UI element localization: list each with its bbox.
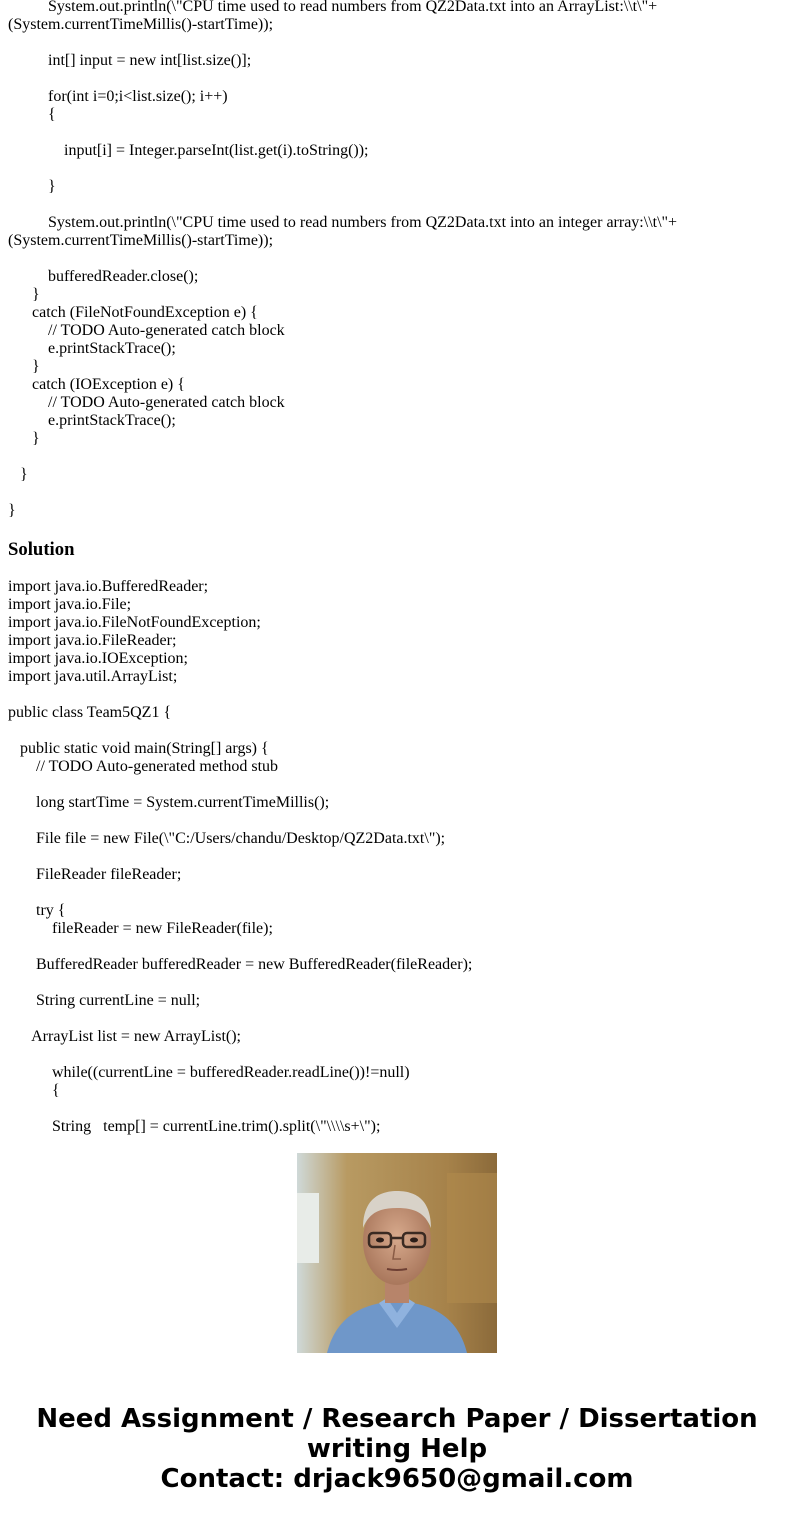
code-line: bufferedReader.close(); xyxy=(8,268,199,285)
code-line: try { xyxy=(8,902,66,919)
code-line: FileReader fileReader; xyxy=(8,866,182,883)
code-line: } xyxy=(8,286,40,303)
code-line: while((currentLine = bufferedReader.readLine())!=null) xyxy=(8,1064,410,1081)
code-line: e.printStackTrace(); xyxy=(8,340,176,357)
code-line: import java.io.File; xyxy=(8,596,132,613)
promo-line-1: Need Assignment / Research Paper / Dissertation xyxy=(36,1404,758,1434)
code-line: import java.io.FileNotFoundException; xyxy=(8,614,261,631)
code-line: public class Team5QZ1 { xyxy=(8,704,172,721)
promo-line-2: writing Help xyxy=(306,1434,488,1464)
code-line: (System.currentTimeMillis()-startTime)); xyxy=(8,232,274,249)
code-line: import java.util.ArrayList; xyxy=(8,668,178,685)
solution-heading: Solution xyxy=(8,539,75,560)
code-line: public static void main(String[] args) { xyxy=(8,740,269,757)
author-photo xyxy=(297,1153,497,1353)
code-line: { xyxy=(8,1082,60,1099)
promo-banner xyxy=(0,1404,794,1494)
code-line: } xyxy=(8,466,28,483)
code-line: catch (FileNotFoundException e) { xyxy=(8,304,258,321)
code-line: } xyxy=(8,430,40,447)
code-line: import java.io.IOException; xyxy=(8,650,188,667)
code-line: System.out.println(\"CPU time used to read numbers from QZ2Data.txt into an ArrayList:\\t\"+ xyxy=(8,0,658,15)
code-line: long startTime = System.currentTimeMillis(); xyxy=(8,794,330,811)
code-line: input[i] = Integer.parseInt(list.get(i).toString()); xyxy=(8,142,369,159)
code-line: System.out.println(\"CPU time used to read numbers from QZ2Data.txt into an integer array:\\t\"+ xyxy=(8,214,678,231)
code-line: fileReader = new FileReader(file); xyxy=(8,920,273,937)
code-line: { xyxy=(8,106,56,123)
code-line: import java.io.BufferedReader; xyxy=(8,578,209,595)
code-line: ArrayList list = new ArrayList(); xyxy=(8,1028,241,1045)
promo-contact: Contact: drjack9650@gmail.com xyxy=(160,1464,634,1494)
code-line: // TODO Auto-generated catch block xyxy=(8,394,285,411)
code-line: BufferedReader bufferedReader = new BufferedReader(fileReader); xyxy=(8,956,473,973)
code-line: String currentLine = null; xyxy=(8,992,201,1009)
code-line: } xyxy=(8,358,40,375)
code-line: e.printStackTrace(); xyxy=(8,412,176,429)
document-content xyxy=(8,0,788,1135)
code-line: for(int i=0;i<list.size(); i++) xyxy=(8,88,228,105)
code-line: (System.currentTimeMillis()-startTime)); xyxy=(8,16,274,33)
code-line: String temp[] = currentLine.trim().split(\"\\\\s+\"); xyxy=(8,1118,381,1135)
code-line: } xyxy=(8,502,16,519)
code-line: File file = new File(\"C:/Users/chandu/Desktop/QZ2Data.txt\"); xyxy=(8,830,446,847)
code-line: catch (IOException e) { xyxy=(8,376,185,393)
code-line: int[] input = new int[list.size()]; xyxy=(8,52,252,69)
portrait-image xyxy=(297,1153,497,1353)
code-line: // TODO Auto-generated catch block xyxy=(8,322,285,339)
code-line: // TODO Auto-generated method stub xyxy=(8,758,279,775)
code-line: } xyxy=(8,178,56,195)
code-line: import java.io.FileReader; xyxy=(8,632,177,649)
